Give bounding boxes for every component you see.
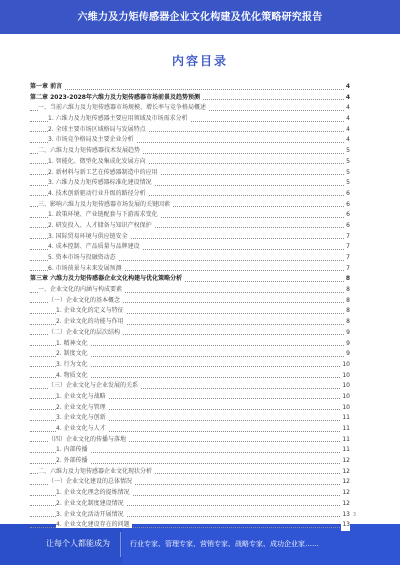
toc-entry[interactable] (30, 360, 350, 371)
toc-leader-dots (30, 89, 344, 90)
toc-entry-page: 12 (341, 456, 350, 467)
toc-entry-page: 6 (345, 221, 350, 232)
toc-entry-text: 二、六维力及力矩传感器技术发展趋势 (38, 147, 141, 155)
toc-entry-text: 3. 市场竞争格局及主要企业分析 (48, 136, 134, 144)
toc-entry[interactable] (30, 296, 350, 307)
toc-entry-page: 11 (341, 413, 350, 424)
report-title: 六维力及力矩传感器企业文化构建及优化策略研究报告 (77, 12, 323, 23)
toc-entry-page: 12 (341, 477, 350, 488)
toc-entry-page: 6 (345, 189, 350, 200)
toc-entry-text: 3. 六维力及力矩传感器标准化建设情况 (48, 179, 152, 187)
toc-entry-text: 第一章 前言 (30, 83, 63, 90)
toc-entry-text: （一）企业文化的基本概念 (48, 296, 121, 304)
toc-entry-page: 9 (345, 349, 350, 360)
toc-entry-page: 4 (345, 114, 350, 125)
toc-entry-page: 12 (341, 499, 350, 510)
footer-bar (0, 524, 400, 565)
toc-entry-text: 2. 研发投入、人才储备与知识产权保护 (48, 221, 152, 229)
toc-entry[interactable] (30, 317, 350, 328)
toc-entry-page: 4 (345, 135, 350, 146)
toc-entry-text: 6. 市场前景与未来发展预测 (48, 264, 122, 272)
toc-entry[interactable] (30, 371, 350, 382)
toc-entry-text: 第二章 2023-2028年六维力及力矩传感器市场前景及趋势预测 (30, 93, 200, 101)
toc-entry[interactable] (30, 210, 350, 221)
toc-entry[interactable] (30, 285, 350, 296)
toc-entry-text: 2. 制度文化 (56, 350, 88, 358)
toc-entry[interactable] (30, 328, 350, 339)
toc-entry[interactable] (30, 103, 350, 114)
toc-heading: 内容目录 (171, 54, 228, 68)
toc-entry[interactable] (30, 392, 350, 403)
toc-entry[interactable] (30, 221, 350, 232)
toc-entry[interactable] (30, 82, 350, 93)
toc-entry-page: 8 (345, 306, 350, 317)
toc-entry-page: 7 (345, 264, 350, 275)
toc-entry[interactable] (30, 200, 350, 211)
toc-entry[interactable] (30, 264, 350, 275)
toc-entry-page: 13 (341, 520, 350, 531)
toc-entry-page: 4 (345, 93, 350, 104)
toc-entry[interactable] (30, 146, 350, 157)
toc-entry[interactable] (30, 253, 350, 264)
table-of-contents (30, 82, 350, 531)
toc-entry[interactable] (30, 435, 350, 446)
toc-entry-text: 3. 国际贸易环境与供应链安全 (48, 232, 128, 240)
toc-entry-text: 3. 行为文化 (56, 360, 88, 368)
toc-entry-page: 13 (341, 510, 350, 521)
toc-entry-page: 8 (345, 274, 350, 285)
toc-entry-text: 2. 外部传播 (56, 457, 88, 465)
toc-entry-page: 6 (345, 210, 350, 221)
toc-entry[interactable] (30, 381, 350, 392)
toc-entry-page: 5 (345, 157, 350, 168)
toc-entry-text: 1. 六维力及力矩传感器主要应用领域及市场需求分析 (48, 115, 188, 123)
toc-entry[interactable] (30, 157, 350, 168)
toc-entry-text: （一）企业文化建设的总体情况 (48, 478, 133, 486)
toc-entry-page: 10 (341, 403, 350, 414)
toc-entry-page: 12 (341, 488, 350, 499)
toc-entry[interactable] (30, 499, 350, 510)
toc-entry-text: 第三章 六维力及力矩传感器企业文化构建与优化策略分析 (30, 275, 183, 283)
toc-entry-page: 10 (341, 371, 350, 382)
toc-entry-text: 4. 企业文化与人才 (56, 425, 106, 432)
footer-roles: 行业专家、管理专家、营销专家、战略专家、成功企业家…… (130, 540, 319, 548)
toc-entry[interactable] (30, 125, 350, 136)
toc-entry-text: 1. 企业文化理念的提炼情况 (56, 489, 130, 497)
toc-entry[interactable] (30, 445, 350, 456)
toc-entry-page: 6 (345, 200, 350, 211)
toc-entry-text: （二）企业文化的层次结构 (48, 328, 121, 336)
toc-entry-text: 1. 政策环境、产业链配套与下游需求变化 (48, 211, 158, 219)
toc-entry-page: 5 (345, 178, 350, 189)
toc-entry[interactable] (30, 413, 350, 424)
toc-entry-page: 11 (341, 435, 350, 446)
toc-entry-page: 11 (341, 424, 350, 435)
toc-entry-page: 7 (345, 232, 350, 243)
toc-entry[interactable] (30, 93, 350, 104)
page-number: 3 (352, 512, 356, 518)
toc-entry-page: 5 (345, 168, 350, 179)
toc-entry-text: 5. 资本市场与投融资动态 (48, 254, 116, 261)
toc-entry-text: 1. 企业文化的定义与特征 (56, 307, 124, 315)
toc-entry-text: 3. 企业文化活动开展情况 (56, 510, 124, 518)
toc-entry[interactable] (30, 274, 350, 285)
toc-entry[interactable] (30, 510, 350, 521)
toc-entry-text: 4. 物质文化 (56, 371, 88, 379)
toc-entry[interactable] (30, 403, 350, 414)
toc-entry-page: 4 (345, 103, 350, 114)
toc-entry[interactable] (30, 339, 350, 350)
toc-entry[interactable] (30, 477, 350, 488)
toc-entry[interactable] (30, 467, 350, 478)
toc-entry[interactable] (30, 178, 350, 189)
toc-entry-page: 4 (345, 82, 350, 93)
toc-entry-text: 二、六维力及力矩传感器企业文化现状分析 (38, 467, 153, 475)
toc-entry-page: 8 (345, 296, 350, 307)
toc-entry-page: 9 (345, 328, 350, 339)
toc-entry-text: 1. 智能化、微型化及集成化发展方向 (48, 157, 146, 165)
toc-entry-text: 2. 企业文化与管理 (56, 403, 106, 411)
toc-entry[interactable] (30, 349, 350, 360)
toc-entry-text: （三）企业文化与企业发展的关系 (48, 382, 139, 390)
toc-entry-text: 4. 技术创新驱动行业升级的路径分析 (48, 189, 146, 197)
toc-entry-page: 4 (345, 125, 350, 136)
toc-entry-page: 10 (341, 381, 350, 392)
toc-entry-page: 8 (345, 285, 350, 296)
toc-entry-page: 7 (345, 242, 350, 253)
header-bar (0, 0, 400, 34)
toc-entry-text: 4. 企业文化建设存在的问题 (56, 521, 130, 529)
toc-entry-text: 4. 成本控制、产品质量与品牌建设 (48, 243, 140, 251)
toc-entry-page: 7 (345, 253, 350, 264)
toc-entry-text: 1. 精神文化 (56, 339, 88, 347)
footer-slogan: 让每个人都能成为 (46, 539, 110, 548)
toc-entry-text: 2. 新材料与新工艺在传感器制造中的应用 (48, 168, 158, 176)
toc-entry[interactable] (30, 242, 350, 253)
toc-entry[interactable] (30, 306, 350, 317)
toc-entry[interactable] (30, 456, 350, 467)
toc-entry-page: 9 (345, 339, 350, 350)
toc-entry-text: 1. 企业文化与战略 (56, 392, 106, 400)
toc-entry[interactable] (30, 189, 350, 200)
toc-entry-text: 三、影响六维力及力矩传感器市场发展的关键因素 (38, 200, 171, 208)
toc-entry[interactable] (30, 232, 350, 243)
toc-entry-page: 10 (341, 360, 350, 371)
footer-divider (120, 532, 121, 557)
toc-entry-text: 2. 企业文化的功能与作用 (56, 318, 124, 326)
toc-entry[interactable] (30, 424, 350, 435)
toc-entry-text: 1. 内部传播 (56, 446, 88, 454)
toc-entry-page: 12 (341, 467, 350, 478)
toc-entry[interactable] (30, 168, 350, 179)
footer-left-block (0, 524, 122, 565)
toc-entry[interactable] (30, 114, 350, 125)
toc-entry-page: 11 (341, 445, 350, 456)
toc-entry-page: 10 (341, 392, 350, 403)
toc-entry-text: （四）企业文化的传播与落地 (48, 435, 127, 443)
toc-entry-text: 2. 全球主要市场区域格局与发展特点 (48, 125, 146, 133)
toc-entry-page: 8 (345, 317, 350, 328)
toc-entry-text: 一、当前六维力及力矩传感器市场规模、增长率与竞争格局概述 (38, 104, 207, 112)
toc-entry-text: 2. 企业文化制度建设情况 (56, 499, 124, 507)
toc-entry[interactable] (30, 488, 350, 499)
toc-entry-text: 3. 企业文化与创新 (56, 414, 106, 422)
toc-entry[interactable] (30, 135, 350, 146)
toc-entry-text: 一、企业文化的内涵与构成要素 (38, 286, 123, 294)
toc-entry-page: 5 (345, 146, 350, 157)
